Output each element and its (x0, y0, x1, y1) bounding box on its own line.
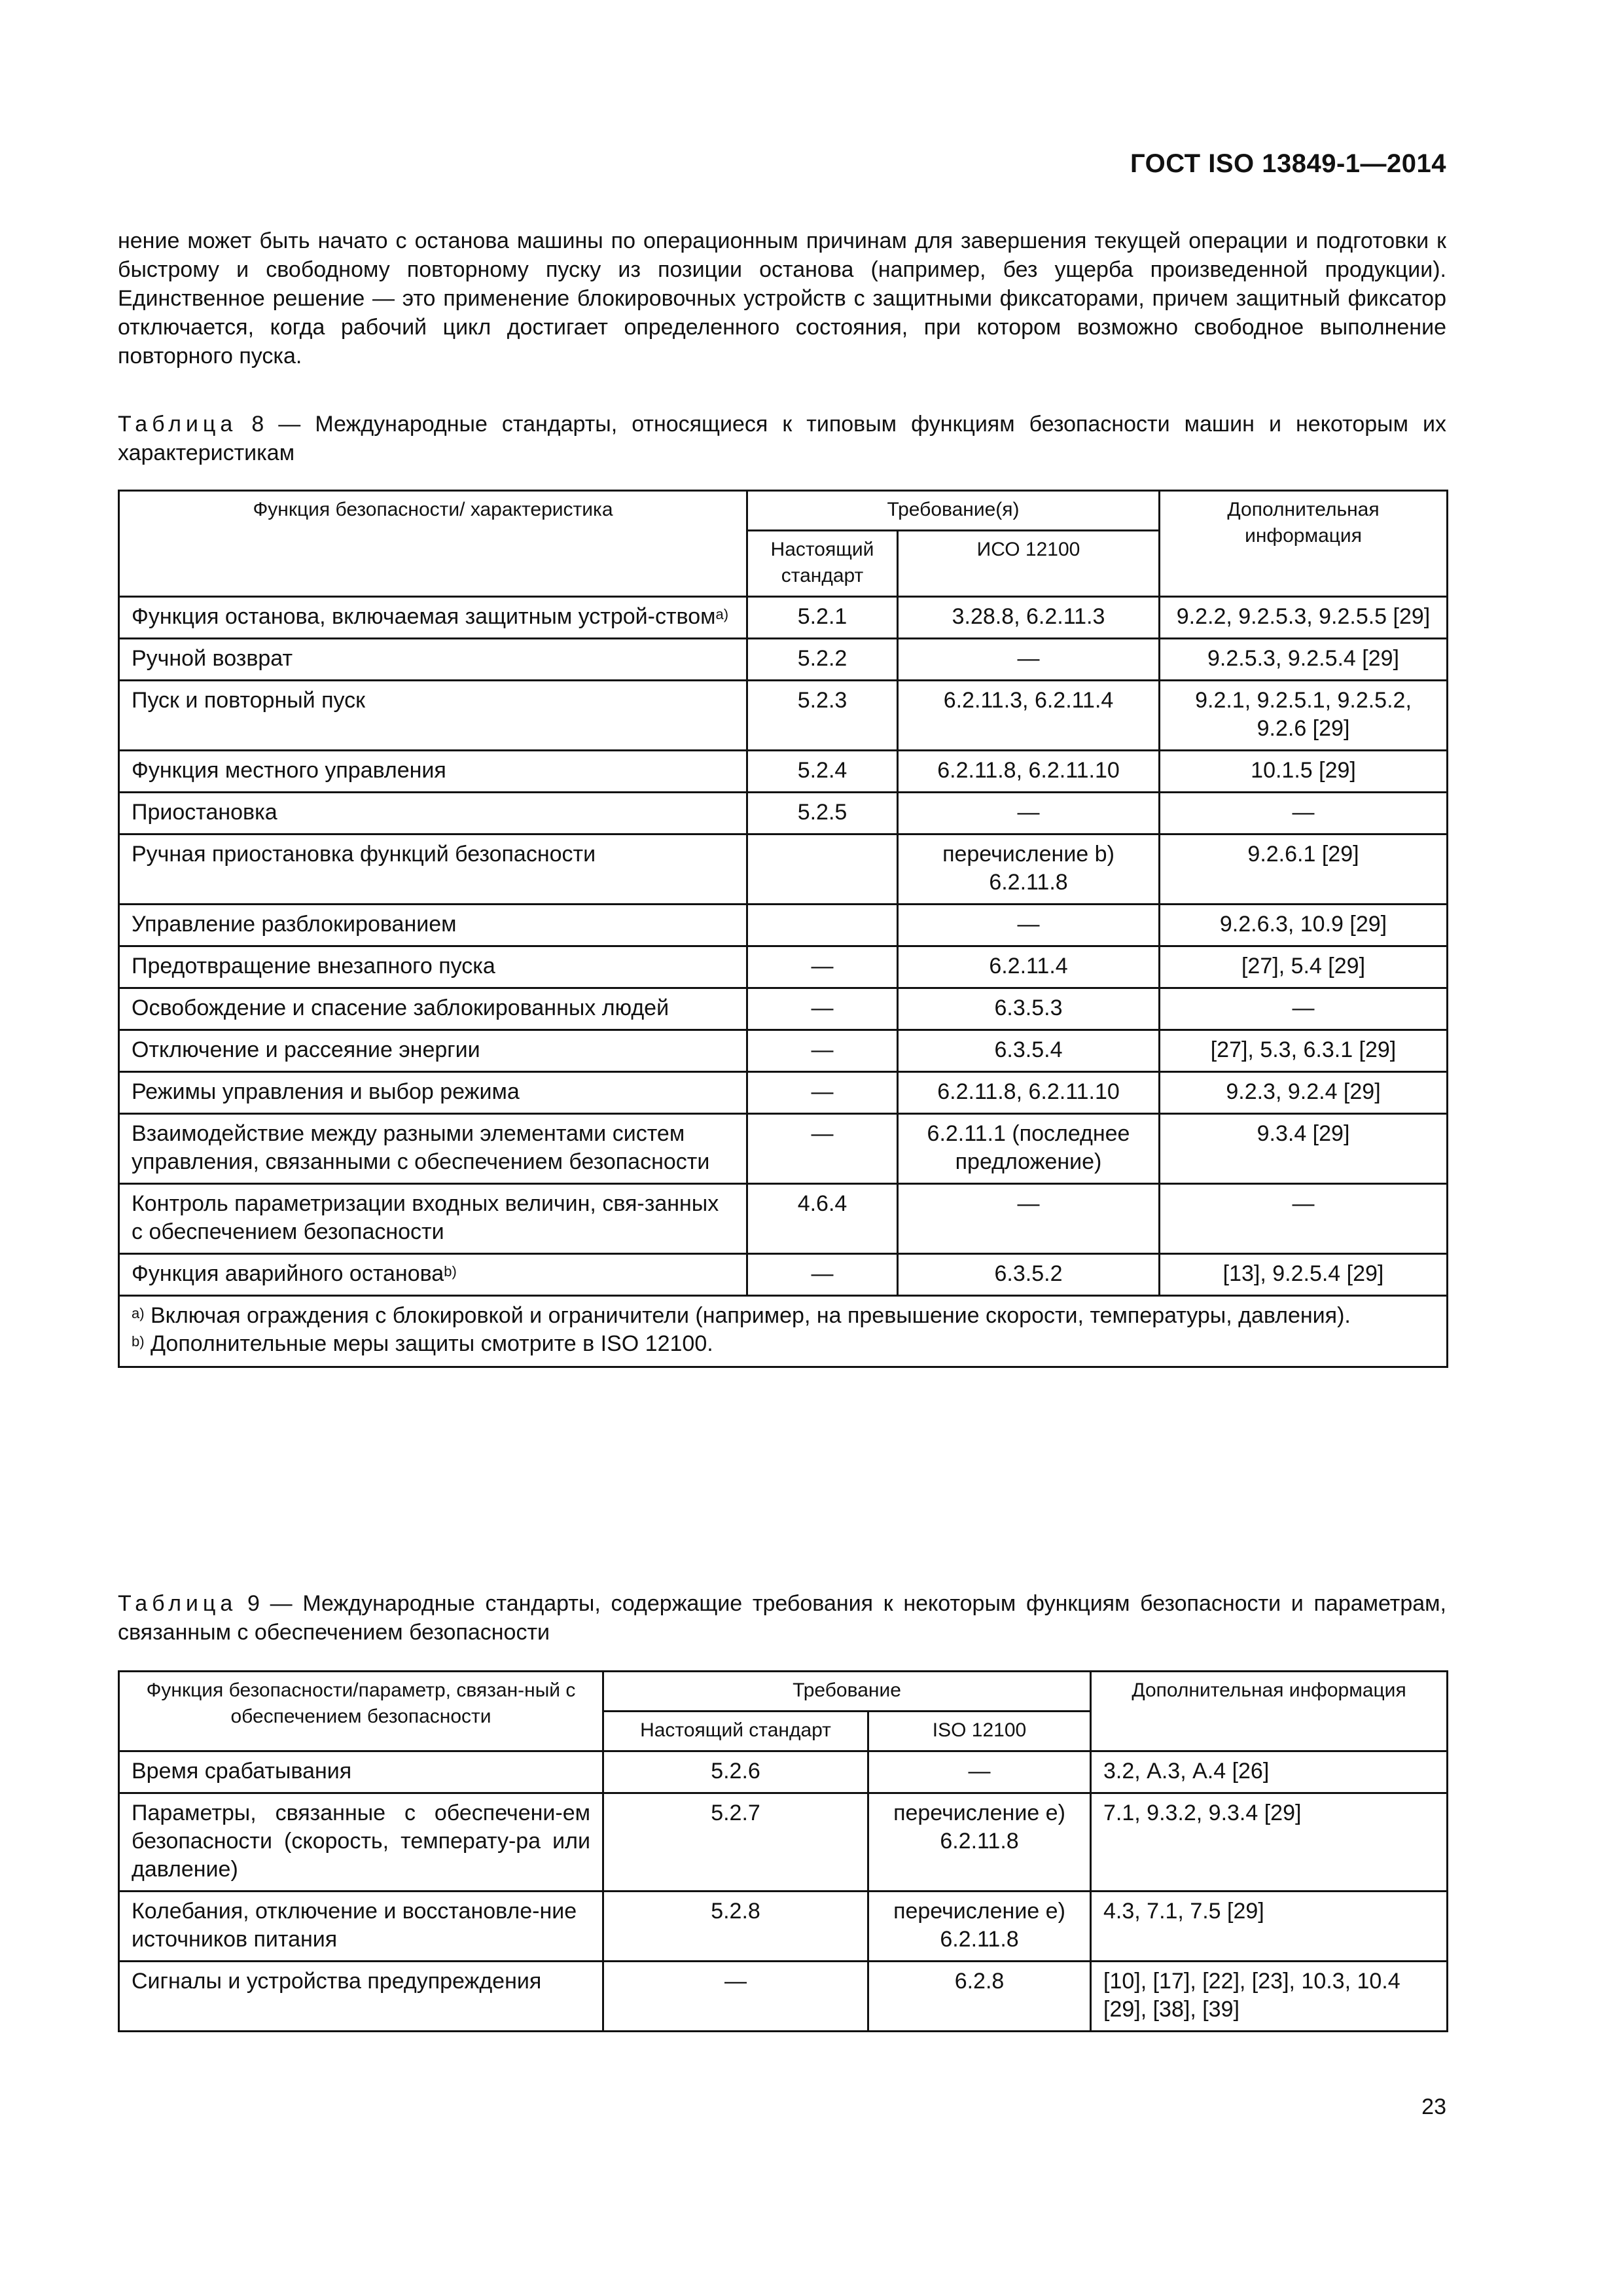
table-row (119, 946, 1448, 988)
table9-header-function: Функция безопасности/параметр, связан-ный с обеспечением безопасности (119, 1672, 603, 1751)
cell-standard: 4.6.4 (747, 1184, 898, 1254)
table9-header-iso: ISO 12100 (868, 1712, 1091, 1751)
table-row (119, 1030, 1448, 1072)
table-row (119, 905, 1448, 946)
cell-iso: перечисление е) 6.2.11.8 (868, 1892, 1091, 1962)
cell-function: Управление разблокированием (119, 905, 747, 946)
cell-info: 9.2.2, 9.2.5.3, 9.2.5.5 [29] (1160, 597, 1448, 639)
table8-notes-row (119, 1296, 1448, 1367)
cell-info: 9.2.5.3, 9.2.5.4 [29] (1160, 639, 1448, 681)
cell-iso: — (898, 1184, 1160, 1254)
cell-info: — (1160, 1184, 1448, 1254)
table8-header-requirements: Требование(я) (747, 491, 1160, 531)
cell-function: Функция местного управления (119, 751, 747, 793)
table9-header-this-standard: Настоящий стандарт (603, 1712, 868, 1751)
cell-iso: 6.2.11.4 (898, 946, 1160, 988)
cell-function: Ручная приостановка функций безопасности (119, 834, 747, 905)
cell-iso: 6.2.8 (868, 1962, 1091, 2032)
document-header: ГОСТ ISO 13849-1—2014 (1130, 149, 1446, 178)
table-row (119, 1751, 1448, 1793)
table9-header-additional: Дополнительная информация (1091, 1672, 1448, 1751)
cell-function: Колебания, отключение и восстановле-ние источников питания (119, 1892, 603, 1962)
table-row (119, 793, 1448, 834)
cell-standard: 5.2.7 (603, 1793, 868, 1892)
cell-standard: 5.2.6 (603, 1751, 868, 1793)
cell-standard: 5.2.3 (747, 681, 898, 751)
table-row (119, 1962, 1448, 2032)
cell-function: Приостановка (119, 793, 747, 834)
table9-caption-label: Таблица (118, 1591, 238, 1616)
cell-function: Время срабатывания (119, 1751, 603, 1793)
table8-caption-text: 8 — Международные стандарты, относящиеся к типовым функциям безопасности машин и некоторым их характеристикам (118, 412, 1446, 465)
cell-standard: — (747, 1254, 898, 1296)
cell-info: 3.2, А.3, А.4 [26] (1091, 1751, 1448, 1793)
cell-standard: — (747, 1114, 898, 1184)
cell-standard (747, 905, 898, 946)
cell-info: 9.2.6.3, 10.9 [29] (1160, 905, 1448, 946)
cell-standard: — (747, 946, 898, 988)
cell-iso: 6.3.5.2 (898, 1254, 1160, 1296)
cell-function: Параметры, связанные с обеспечени-ем безопасности (скорость, температу-ра или давление) (119, 1793, 603, 1892)
table8-header-iso: ИСО 12100 (898, 531, 1160, 597)
cell-standard: — (747, 1072, 898, 1114)
cell-function: Пуск и повторный пуск (119, 681, 747, 751)
cell-function: Ручной возврат (119, 639, 747, 681)
table-row (119, 1114, 1448, 1184)
cell-info: [10], [17], [22], [23], 10.3, 10.4 [29], [38], [39] (1091, 1962, 1448, 2032)
table-row (119, 1072, 1448, 1114)
page-number: 23 (1421, 2094, 1446, 2119)
cell-info: [27], 5.3, 6.3.1 [29] (1160, 1030, 1448, 1072)
table8-header-additional: Дополнительная информация (1160, 491, 1448, 597)
cell-standard (747, 834, 898, 905)
table-row (119, 1793, 1448, 1892)
table-row (119, 681, 1448, 751)
cell-function: Освобождение и спасение заблокированных людей (119, 988, 747, 1030)
table8 (118, 490, 1448, 1368)
cell-function: Режимы управления и выбор режима (119, 1072, 747, 1114)
cell-info: [13], 9.2.5.4 [29] (1160, 1254, 1448, 1296)
cell-info: — (1160, 793, 1448, 834)
cell-function: Предотвращение внезапного пуска (119, 946, 747, 988)
table-row (119, 988, 1448, 1030)
cell-standard: — (747, 988, 898, 1030)
table8-caption (118, 410, 1446, 467)
cell-iso: — (868, 1751, 1091, 1793)
cell-info: 9.2.1, 9.2.5.1, 9.2.5.2, 9.2.6 [29] (1160, 681, 1448, 751)
cell-info: [27], 5.4 [29] (1160, 946, 1448, 988)
cell-iso: — (898, 905, 1160, 946)
table-row (119, 639, 1448, 681)
table8-notes (119, 1296, 1448, 1367)
cell-iso: 6.2.11.3, 6.2.11.4 (898, 681, 1160, 751)
table-row (119, 1184, 1448, 1254)
table-row (119, 597, 1448, 639)
cell-function: Функция аварийного останова$^{b)}$ (119, 1254, 747, 1296)
cell-iso: — (898, 793, 1160, 834)
cell-iso: перечисление b) 6.2.11.8 (898, 834, 1160, 905)
footnote-mark: b) (132, 1333, 145, 1350)
cell-iso: 3.28.8, 6.2.11.3 (898, 597, 1160, 639)
footnote-a: $^{а)}$ Включая ограждения с блокировкой и ограничители (например, на превышение скорости, температуры, давления). (132, 1303, 1351, 1328)
table9-caption-text: 9 — Международные стандарты, содержащие требования к некоторым функциям безопасности и параметрам, связанным с обеспечением безопасности (118, 1591, 1446, 1645)
cell-iso: — (898, 639, 1160, 681)
cell-standard: 5.2.8 (603, 1892, 868, 1962)
cell-function: Сигналы и устройства предупреждения (119, 1962, 603, 2032)
cell-iso: 6.2.11.8, 6.2.11.10 (898, 751, 1160, 793)
cell-standard: — (603, 1962, 868, 2032)
footnote-mark: а) (132, 1305, 145, 1321)
cell-function: Взаимодействие между разными элементами систем управления, связанными с обеспечением безопасности (119, 1114, 747, 1184)
cell-function: Контроль параметризации входных величин, свя-занных с обеспечением безопасности (119, 1184, 747, 1254)
cell-info: 7.1, 9.3.2, 9.3.4 [29] (1091, 1793, 1448, 1892)
cell-info: 4.3, 7.1, 7.5 [29] (1091, 1892, 1448, 1962)
table-row (119, 751, 1448, 793)
table8-caption-label: Таблица (118, 412, 238, 437)
cell-iso: перечисление е) 6.2.11.8 (868, 1793, 1091, 1892)
table8-header-row (119, 491, 1448, 531)
cell-iso: 6.3.5.3 (898, 988, 1160, 1030)
table-row (119, 1892, 1448, 1962)
cell-iso: 6.2.11.1 (последнее предложение) (898, 1114, 1160, 1184)
cell-function: Функция останова, включаемая защитным устрой-ством$^{а)}$ (119, 597, 747, 639)
cell-info: 9.2.6.1 [29] (1160, 834, 1448, 905)
cell-info: — (1160, 988, 1448, 1030)
cell-info: 9.2.3, 9.2.4 [29] (1160, 1072, 1448, 1114)
table9-caption (118, 1589, 1446, 1647)
cell-standard: 5.2.5 (747, 793, 898, 834)
table8-header-this-standard: Настоящий стандарт (747, 531, 898, 597)
cell-standard: 5.2.2 (747, 639, 898, 681)
cell-function: Отключение и рассеяние энергии (119, 1030, 747, 1072)
cell-standard: 5.2.4 (747, 751, 898, 793)
table9 (118, 1670, 1448, 2032)
table8-header-function: Функция безопасности/ характеристика (119, 491, 747, 597)
cell-standard: — (747, 1030, 898, 1072)
cell-info: 9.3.4 [29] (1160, 1114, 1448, 1184)
cell-info: 10.1.5 [29] (1160, 751, 1448, 793)
footnote-b: $^{b)}$ Дополнительные меры защиты смотрите в ISO 12100. (132, 1331, 713, 1356)
intro-paragraph: нение может быть начато с останова машины по операционным причинам для завершения текущей операции и подготовки к быстрому и свободному повторному пуску из позиции останова (например, без ущерба произведенной продукции). Единственное решение — это применение блокировочных устройств с защитными фиксаторами, причем защитный фиксатор отключается, когда рабочий цикл достигает определенного состояния, при котором возможно свободное выполнение повторного пуска. (118, 228, 1446, 368)
footnote-mark: а) (715, 606, 729, 622)
table9-header-row (119, 1672, 1448, 1712)
cell-standard: 5.2.1 (747, 597, 898, 639)
table-row (119, 834, 1448, 905)
table9-header-requirement: Требование (603, 1672, 1091, 1712)
cell-iso: 6.2.11.8, 6.2.11.10 (898, 1072, 1160, 1114)
cell-iso: 6.3.5.4 (898, 1030, 1160, 1072)
footnote-mark: b) (444, 1263, 457, 1280)
table-row (119, 1254, 1448, 1296)
